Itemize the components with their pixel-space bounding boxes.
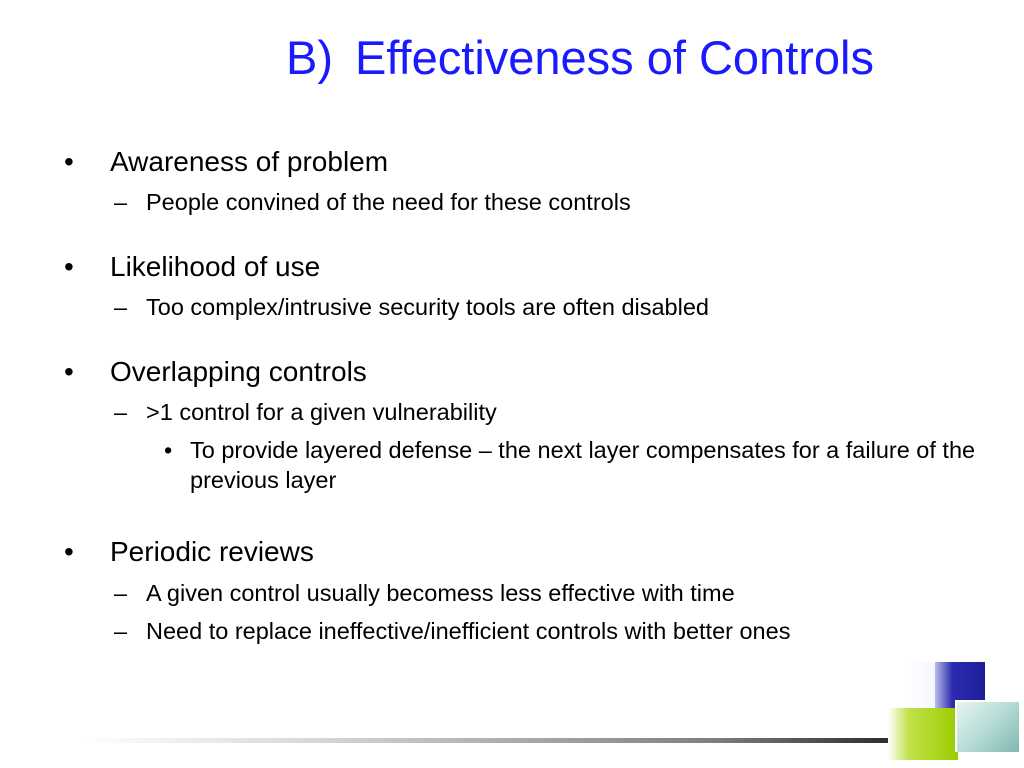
- sub-bullet-text: A given control usually becomess less effective with time: [146, 580, 735, 606]
- title-number: B): [286, 31, 333, 84]
- dash-marker: –: [114, 580, 128, 606]
- bullet-text: Periodic reviews: [110, 536, 314, 567]
- sub-bullet-text: >1 control for a given vulnerability: [146, 399, 497, 425]
- sub-sub-bullet-text: To provide layered defense – the next layer compensates for a failure of the previous layer: [190, 437, 976, 493]
- dash-marker: –: [114, 189, 128, 215]
- dash-marker: –: [114, 294, 128, 320]
- bullet-marker: •: [64, 356, 74, 387]
- footer-gradient-line: [80, 738, 985, 743]
- decorative-square-green: [888, 708, 958, 760]
- dot-marker: •: [164, 437, 173, 463]
- sub-bullet-text: Need to replace ineffective/inefficient controls with better ones: [146, 618, 791, 644]
- bullet-text: Likelihood of use: [110, 251, 321, 282]
- sub-sub-bullet-layered-defense: [164, 435, 994, 495]
- bullet-marker: •: [64, 536, 74, 567]
- slide-title: [200, 28, 960, 88]
- title-text: Effectiveness of Controls: [355, 31, 874, 84]
- bullet-marker: •: [64, 251, 74, 282]
- dash-marker: –: [114, 618, 128, 644]
- dash-marker: –: [114, 399, 128, 425]
- bullet-text: Overlapping controls: [110, 356, 367, 387]
- sub-bullet-text: People convined of the need for these controls: [146, 189, 631, 215]
- bullet-marker: •: [64, 146, 74, 177]
- sub-bullet-text: Too complex/intrusive security tools are often disabled: [146, 294, 709, 320]
- bullet-text: Awareness of problem: [110, 146, 389, 177]
- decorative-square-teal: [955, 700, 1019, 752]
